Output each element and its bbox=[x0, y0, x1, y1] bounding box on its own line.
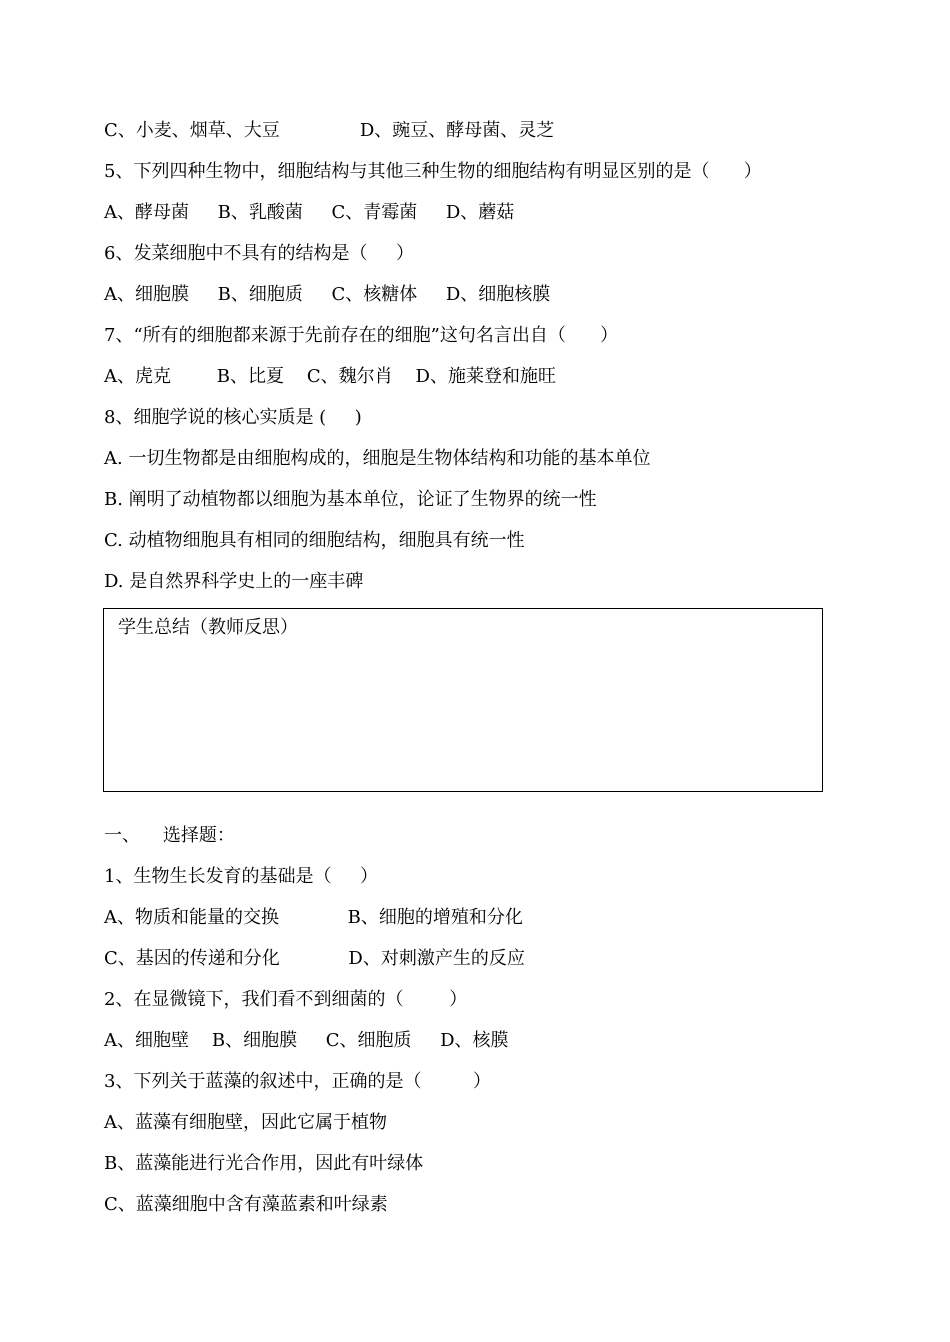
option-8c: C. 动植物细胞具有相同的细胞结构，细胞具有统一性 bbox=[104, 530, 525, 551]
option-3c: C、蓝藻细胞中含有藻蓝素和叶绿素 bbox=[104, 1194, 388, 1215]
options-5: A、酵母菌 B、乳酸菌 C、青霉菌 D、蘑菇 bbox=[104, 202, 515, 223]
option-8a: A. 一切生物都是由细胞构成的，细胞是生物体结构和功能的基本单位 bbox=[104, 448, 651, 469]
option-3b: B、蓝藻能进行光合作用，因此有叶绿体 bbox=[104, 1153, 424, 1174]
question-7: 7、“所有的细胞都来源于先前存在的细胞”这句名言出自（ ） bbox=[104, 325, 619, 346]
summary-title: 学生总结（教师反思） bbox=[118, 617, 298, 638]
question-5: 5、下列四种生物中，细胞结构与其他三种生物的细胞结构有明显区别的是（ ） bbox=[104, 161, 762, 182]
option-8d: D. 是自然界科学史上的一座丰碑 bbox=[104, 571, 364, 592]
question-3: 3、下列关于蓝藻的叙述中，正确的是（ ） bbox=[104, 1071, 491, 1092]
question-2: 2、在显微镜下，我们看不到细菌的（ ） bbox=[104, 989, 468, 1010]
question-6: 6、发菜细胞中不具有的结构是（ ） bbox=[104, 243, 415, 264]
option-3a: A、蓝藻有细胞壁，因此它属于植物 bbox=[104, 1112, 387, 1133]
options-1cd: C、基因的传递和分化 D、对刺激产生的反应 bbox=[104, 948, 525, 969]
options-1ab: A、物质和能量的交换 B、细胞的增殖和分化 bbox=[104, 907, 523, 928]
option-8b: B. 阐明了动植物都以细胞为基本单位，论证了生物界的统一性 bbox=[104, 489, 597, 510]
question-8: 8、细胞学说的核心实质是 ( ) bbox=[104, 407, 362, 428]
text-line: C、小麦、烟草、大豆 D、豌豆、酵母菌、灵芝 bbox=[104, 120, 555, 141]
question-1: 1、生物生长发育的基础是（ ） bbox=[104, 866, 379, 887]
options-7: A、虎克 B、比夏 C、魏尔肖 D、施莱登和施旺 bbox=[104, 366, 556, 387]
options-6: A、细胞膜 B、细胞质 C、核糖体 D、细胞核膜 bbox=[104, 284, 551, 305]
cutoff-header bbox=[140, 788, 707, 802]
options-2: A、细胞壁 B、细胞膜 C、细胞质 D、核膜 bbox=[104, 1030, 509, 1051]
summary-box bbox=[103, 608, 823, 792]
section-heading: 一、 选择题： bbox=[104, 825, 235, 846]
